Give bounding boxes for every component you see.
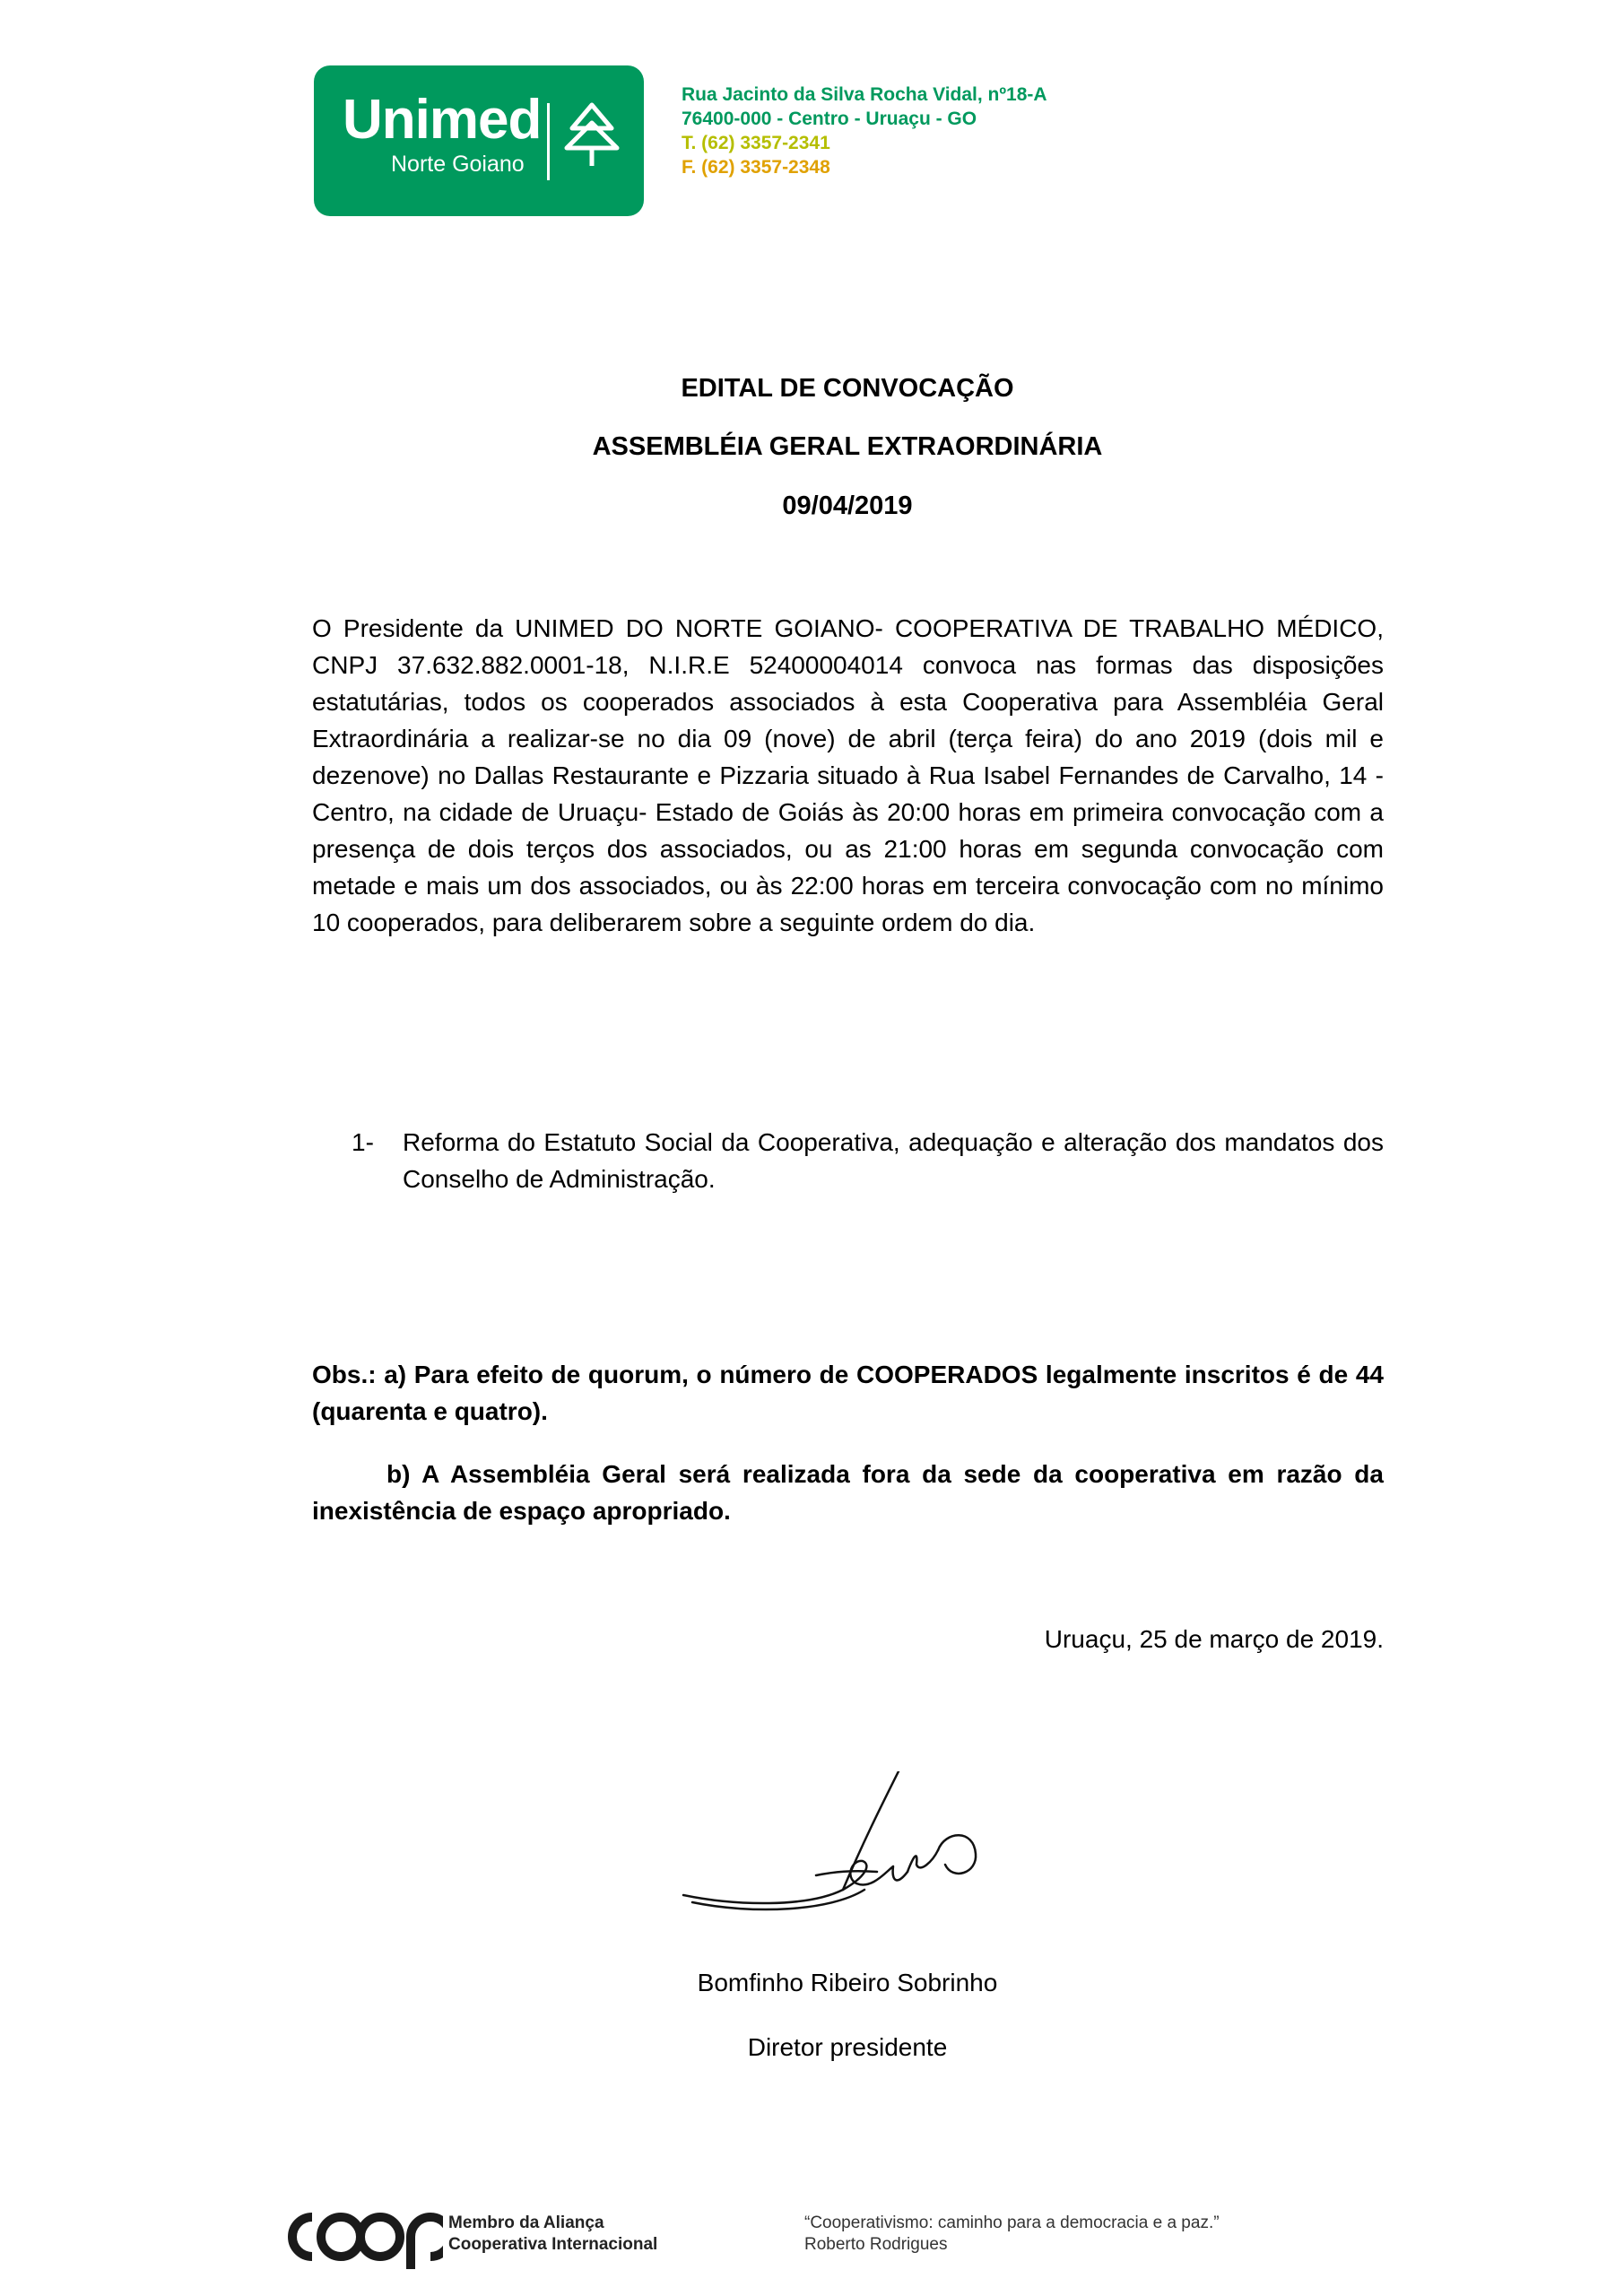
observation-b: b) A Assembléia Geral será realizada fora da sede da cooperativa em razão da inexistência de espaço apropriado. [312,1460,1384,1525]
logo-wordmark: Unimed [343,89,542,151]
pine-tree-icon [556,100,628,171]
agenda-item-text: Reforma do Estatuto Social da Cooperativa, adequação e alteração dos mandatos dos Conselho de Administração. [403,1128,1384,1193]
quote-author: Roberto Rodrigues [804,2235,948,2254]
place-and-date: Uruaçu, 25 de março de 2019. [1044,1625,1384,1653]
document-subtitle: ASSEMBLÉIA GERAL EXTRAORDINÁRIA [592,432,1103,461]
convocation-paragraph: O Presidente da UNIMED DO NORTE GOIANO- COOPERATIVA DE TRABALHO MÉDICO, CNPJ 37.632.882.0001-18, N.I.R.E 52400004014 convoca nas formas das disposições estatutárias, todos os cooperados associados à esta Cooperativa para Assembléia Geral Extraordinária a realizar-se no dia 09 (nove) de abril (terça feira) do ano 2019 (dois mil e dezenove) no Dallas Restaurante e Pizzaria situado à Rua Isabel Fernandes de Carvalho, 14 - Centro, na cidade de Uruaçu- Estado de Goiás às 20:00 horas em primeira convocação com a presença de dois terços dos associados, ou as 21:00 horas em segunda convocação com metade e mais um dos associados, ou às 22:00 horas em terceira convocação com no mínimo 10 cooperados, para deliberarem sobre a seguinte ordem do dia. [312,614,1384,936]
address-phone: T. (62) 3357-2341 [682,133,830,153]
coop-member-line2: Cooperativa Internacional [448,2235,658,2254]
logo-divider [547,103,550,180]
signer-name: Bomfinho Ribeiro Sobrinho [697,1969,998,1996]
handwritten-signature [673,1771,1013,1933]
document-date: 09/04/2019 [782,491,913,520]
document-title: EDITAL DE CONVOCAÇÃO [681,374,1014,403]
signer-title: Diretor presidente [747,2033,948,2061]
coop-member-line1: Membro da Aliança [448,2213,604,2232]
footer-quote [804,2213,1220,2256]
letterhead-address [682,83,1047,179]
logo-subtitle: Norte Goiano [391,152,525,177]
unimed-logo [314,65,644,216]
agenda-item-number: 1- [352,1128,374,1156]
observation-a: Obs.: a) Para efeito de quorum, o número de COOPERADOS legalmente inscritos é de 44 (quarenta e quatro). [312,1361,1384,1425]
address-street: Rua Jacinto da Silva Rocha Vidal, nº18-A [682,84,1047,105]
coop-member-text [448,2213,657,2256]
address-city: 76400-000 - Centro - Uruaçu - GO [682,109,977,129]
quote-text: “Cooperativismo: caminho para a democracia e a paz.” [804,2213,1220,2232]
coop-logo [280,2205,443,2273]
address-fax: F. (62) 3357-2348 [682,157,830,178]
